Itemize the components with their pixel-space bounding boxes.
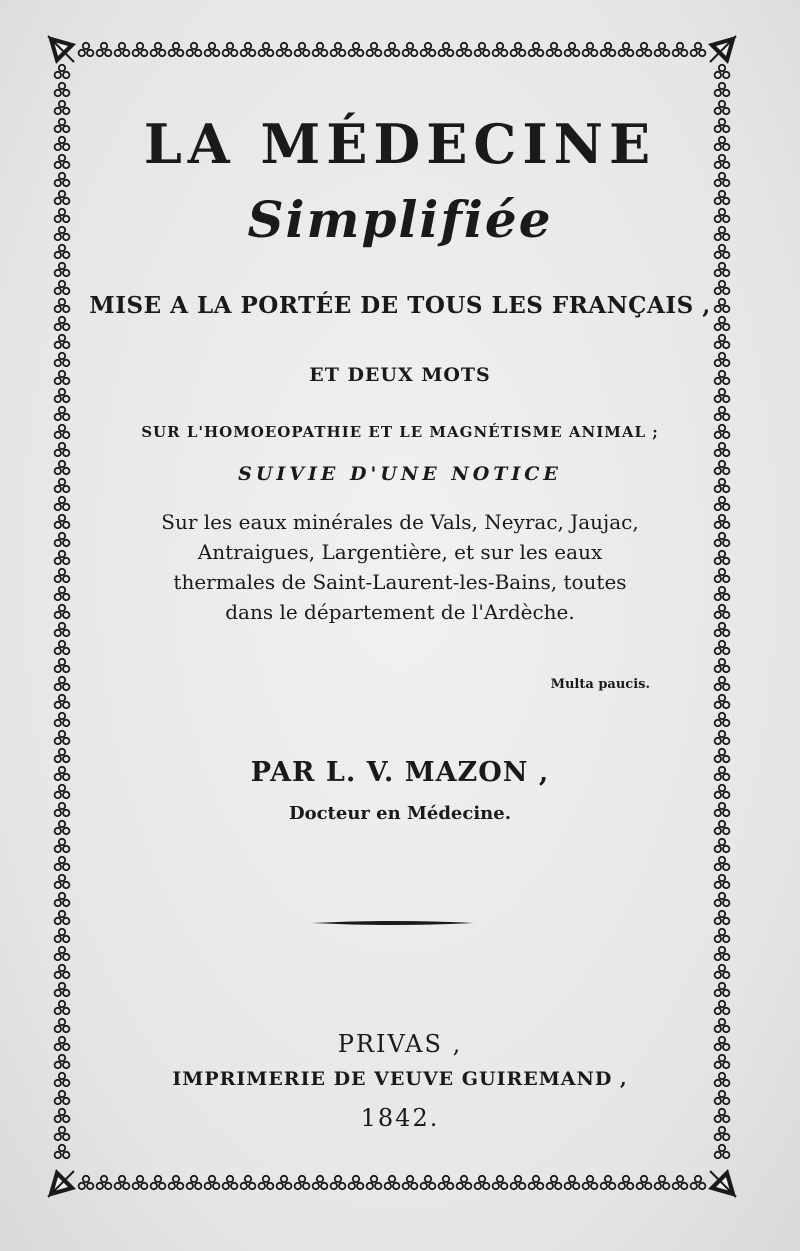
- trefoil-border-icon: [55, 983, 70, 996]
- trefoil-border-icon: [313, 43, 328, 56]
- trefoil-border-icon: [205, 43, 220, 56]
- trefoil-border-icon: [421, 43, 436, 56]
- corner-ornament-icon: [48, 36, 76, 64]
- subtitle-line-suivie: SUIVIE D'UNE NOTICE: [238, 463, 562, 485]
- trefoil-border-icon: [457, 43, 472, 56]
- trefoil-border-icon: [55, 263, 70, 276]
- trefoil-border-icon: [475, 1176, 490, 1189]
- trefoil-border-icon: [55, 911, 70, 924]
- corner-ornament-icon: [708, 36, 736, 64]
- trefoil-border-icon: [715, 65, 730, 78]
- trefoil-border-icon: [187, 1176, 202, 1189]
- trefoil-border-icon: [55, 659, 70, 672]
- trefoil-border-icon: [691, 43, 706, 56]
- trefoil-border-icon: [715, 389, 730, 402]
- trefoil-border-icon: [55, 335, 70, 348]
- trefoil-border-icon: [133, 1176, 148, 1189]
- trefoil-border-icon: [55, 1145, 70, 1158]
- trefoil-border-icon: [385, 1176, 400, 1189]
- trefoil-border-icon: [55, 947, 70, 960]
- trefoil-border-icon: [55, 731, 70, 744]
- notice-line: Antraigues, Largentière, et sur les eaux: [197, 540, 603, 564]
- trefoil-border-icon: [529, 43, 544, 56]
- trefoil-border-icon: [385, 43, 400, 56]
- trefoil-border-icon: [457, 1176, 472, 1189]
- trefoil-border-icon: [367, 43, 382, 56]
- trefoil-border-icon: [583, 1176, 598, 1189]
- trefoil-border-icon: [565, 1176, 580, 1189]
- trefoil-border-icon: [715, 695, 730, 708]
- publication-year: 1842.: [360, 1104, 440, 1132]
- trefoil-border-icon: [715, 263, 730, 276]
- subtitle-line-homoeopathie: SUR L'HOMOEOPATHIE ET LE MAGNÉTISME ANIMAL ;: [141, 423, 659, 441]
- trefoil-border-icon: [55, 695, 70, 708]
- printer-name: IMPRIMERIE DE VEUVE GUIREMAND ,: [172, 1068, 628, 1090]
- epigraph: Multa paucis.: [550, 677, 650, 692]
- trefoil-border-icon: [673, 43, 688, 56]
- trefoil-border-icon: [715, 335, 730, 348]
- trefoil-border-icon: [331, 43, 346, 56]
- divider-rule: [312, 918, 474, 928]
- trefoil-border-icon: [715, 1091, 730, 1104]
- trefoil-border-icon: [55, 839, 70, 852]
- trefoil-border-icon: [715, 911, 730, 924]
- trefoil-border-icon: [169, 1176, 184, 1189]
- trefoil-border-icon: [715, 839, 730, 852]
- trefoil-border-icon: [367, 1176, 382, 1189]
- trefoil-border-icon: [151, 43, 166, 56]
- trefoil-border-icon: [55, 875, 70, 888]
- subtitle-line-mise: MISE A LA PORTÉE DE TOUS LES FRANÇAIS ,: [89, 292, 711, 319]
- trefoil-border-icon: [715, 731, 730, 744]
- trefoil-border-icon: [55, 929, 70, 942]
- publication-place: PRIVAS ,: [337, 1030, 463, 1058]
- trefoil-border-icon: [55, 407, 70, 420]
- trefoil-border-icon: [547, 43, 562, 56]
- trefoil-border-icon: [403, 1176, 418, 1189]
- trefoil-border-icon: [511, 1176, 526, 1189]
- trefoil-border-icon: [715, 659, 730, 672]
- trefoil-border-icon: [133, 43, 148, 56]
- trefoil-border-icon: [601, 1176, 616, 1189]
- trefoil-border-icon: [715, 857, 730, 870]
- trefoil-border-icon: [439, 43, 454, 56]
- trefoil-border-icon: [313, 1176, 328, 1189]
- trefoil-border-icon: [55, 965, 70, 978]
- trefoil-border-icon: [715, 83, 730, 96]
- trefoil-border-icon: [715, 947, 730, 960]
- trefoil-border-icon: [715, 893, 730, 906]
- author-title: Docteur en Médecine.: [288, 803, 511, 824]
- trefoil-border-icon: [241, 1176, 256, 1189]
- trefoil-border-icon: [475, 43, 490, 56]
- trefoil-border-icon: [619, 1176, 634, 1189]
- trefoil-border-icon: [637, 43, 652, 56]
- notice-paragraph: [0, 507, 800, 627]
- trefoil-border-icon: [97, 43, 112, 56]
- trefoil-border-icon: [715, 713, 730, 726]
- trefoil-border-icon: [187, 43, 202, 56]
- trefoil-border-icon: [55, 893, 70, 906]
- trefoil-border-icon: [349, 1176, 364, 1189]
- trefoil-border-icon: [349, 43, 364, 56]
- trefoil-border-icon: [715, 677, 730, 690]
- trefoil-border-icon: [511, 43, 526, 56]
- trefoil-border-icon: [97, 1176, 112, 1189]
- trefoil-border-icon: [115, 43, 130, 56]
- trefoil-border-icon: [421, 1176, 436, 1189]
- trefoil-border-icon: [223, 1176, 238, 1189]
- trefoil-border-icon: [331, 1176, 346, 1189]
- trefoil-border-icon: [655, 43, 670, 56]
- trefoil-border-icon: [715, 407, 730, 420]
- trefoil-border-icon: [493, 43, 508, 56]
- trefoil-border-icon: [223, 43, 238, 56]
- trefoil-border-icon: [151, 1176, 166, 1189]
- trefoil-border-icon: [637, 1176, 652, 1189]
- trefoil-border-icon: [205, 1176, 220, 1189]
- trefoil-border-icon: [277, 1176, 292, 1189]
- trefoil-border-icon: [619, 43, 634, 56]
- trefoil-border-icon: [79, 43, 94, 56]
- trefoil-border-icon: [79, 1176, 94, 1189]
- trefoil-border-icon: [673, 1176, 688, 1189]
- notice-line: thermales de Saint-Laurent-les-Bains, toutes: [173, 570, 627, 594]
- trefoil-border-icon: [55, 83, 70, 96]
- trefoil-border-icon: [547, 1176, 562, 1189]
- trefoil-border-icon: [55, 857, 70, 870]
- trefoil-border-icon: [565, 43, 580, 56]
- trefoil-border-icon: [493, 1176, 508, 1189]
- trefoil-border-icon: [169, 43, 184, 56]
- trefoil-border-icon: [277, 43, 292, 56]
- trefoil-border-icon: [715, 443, 730, 456]
- trefoil-border-icon: [691, 1176, 706, 1189]
- trefoil-border-icon: [583, 43, 598, 56]
- trefoil-border-icon: [55, 443, 70, 456]
- trefoil-border-icon: [601, 43, 616, 56]
- author-name: PAR L. V. MAZON ,: [250, 757, 550, 788]
- trefoil-border-icon: [259, 43, 274, 56]
- notice-line: Sur les eaux minérales de Vals, Neyrac, Jaujac,: [161, 510, 639, 534]
- trefoil-border-icon: [715, 875, 730, 888]
- trefoil-border-icon: [55, 713, 70, 726]
- trefoil-border-icon: [295, 1176, 310, 1189]
- trefoil-border-icon: [715, 929, 730, 942]
- trefoil-border-icon: [55, 641, 70, 654]
- trefoil-border-icon: [259, 1176, 274, 1189]
- trefoil-border-icon: [241, 43, 256, 56]
- trefoil-border-icon: [55, 1091, 70, 1104]
- trefoil-border-icon: [295, 43, 310, 56]
- trefoil-border-icon: [715, 1001, 730, 1014]
- trefoil-border-icon: [715, 983, 730, 996]
- subtitle-line-deux-mots: ET DEUX MOTS: [309, 364, 491, 386]
- trefoil-border-icon: [439, 1176, 454, 1189]
- trefoil-border-icon: [55, 389, 70, 402]
- trefoil-border-icon: [655, 1176, 670, 1189]
- trefoil-border-icon: [529, 1176, 544, 1189]
- notice-line: dans le département de l'Ardèche.: [225, 600, 575, 624]
- trefoil-border-icon: [715, 1145, 730, 1158]
- trefoil-border-icon: [715, 965, 730, 978]
- trefoil-border-icon: [55, 1001, 70, 1014]
- trefoil-border-icon: [55, 65, 70, 78]
- trefoil-border-icon: [115, 1176, 130, 1189]
- book-subtitle: Simplifiée: [247, 190, 553, 249]
- corner-ornament-icon: [708, 1169, 736, 1197]
- trefoil-border-icon: [715, 641, 730, 654]
- corner-ornament-icon: [48, 1169, 76, 1197]
- book-title: LA MÉDECINE: [143, 112, 657, 176]
- trefoil-border-icon: [403, 43, 418, 56]
